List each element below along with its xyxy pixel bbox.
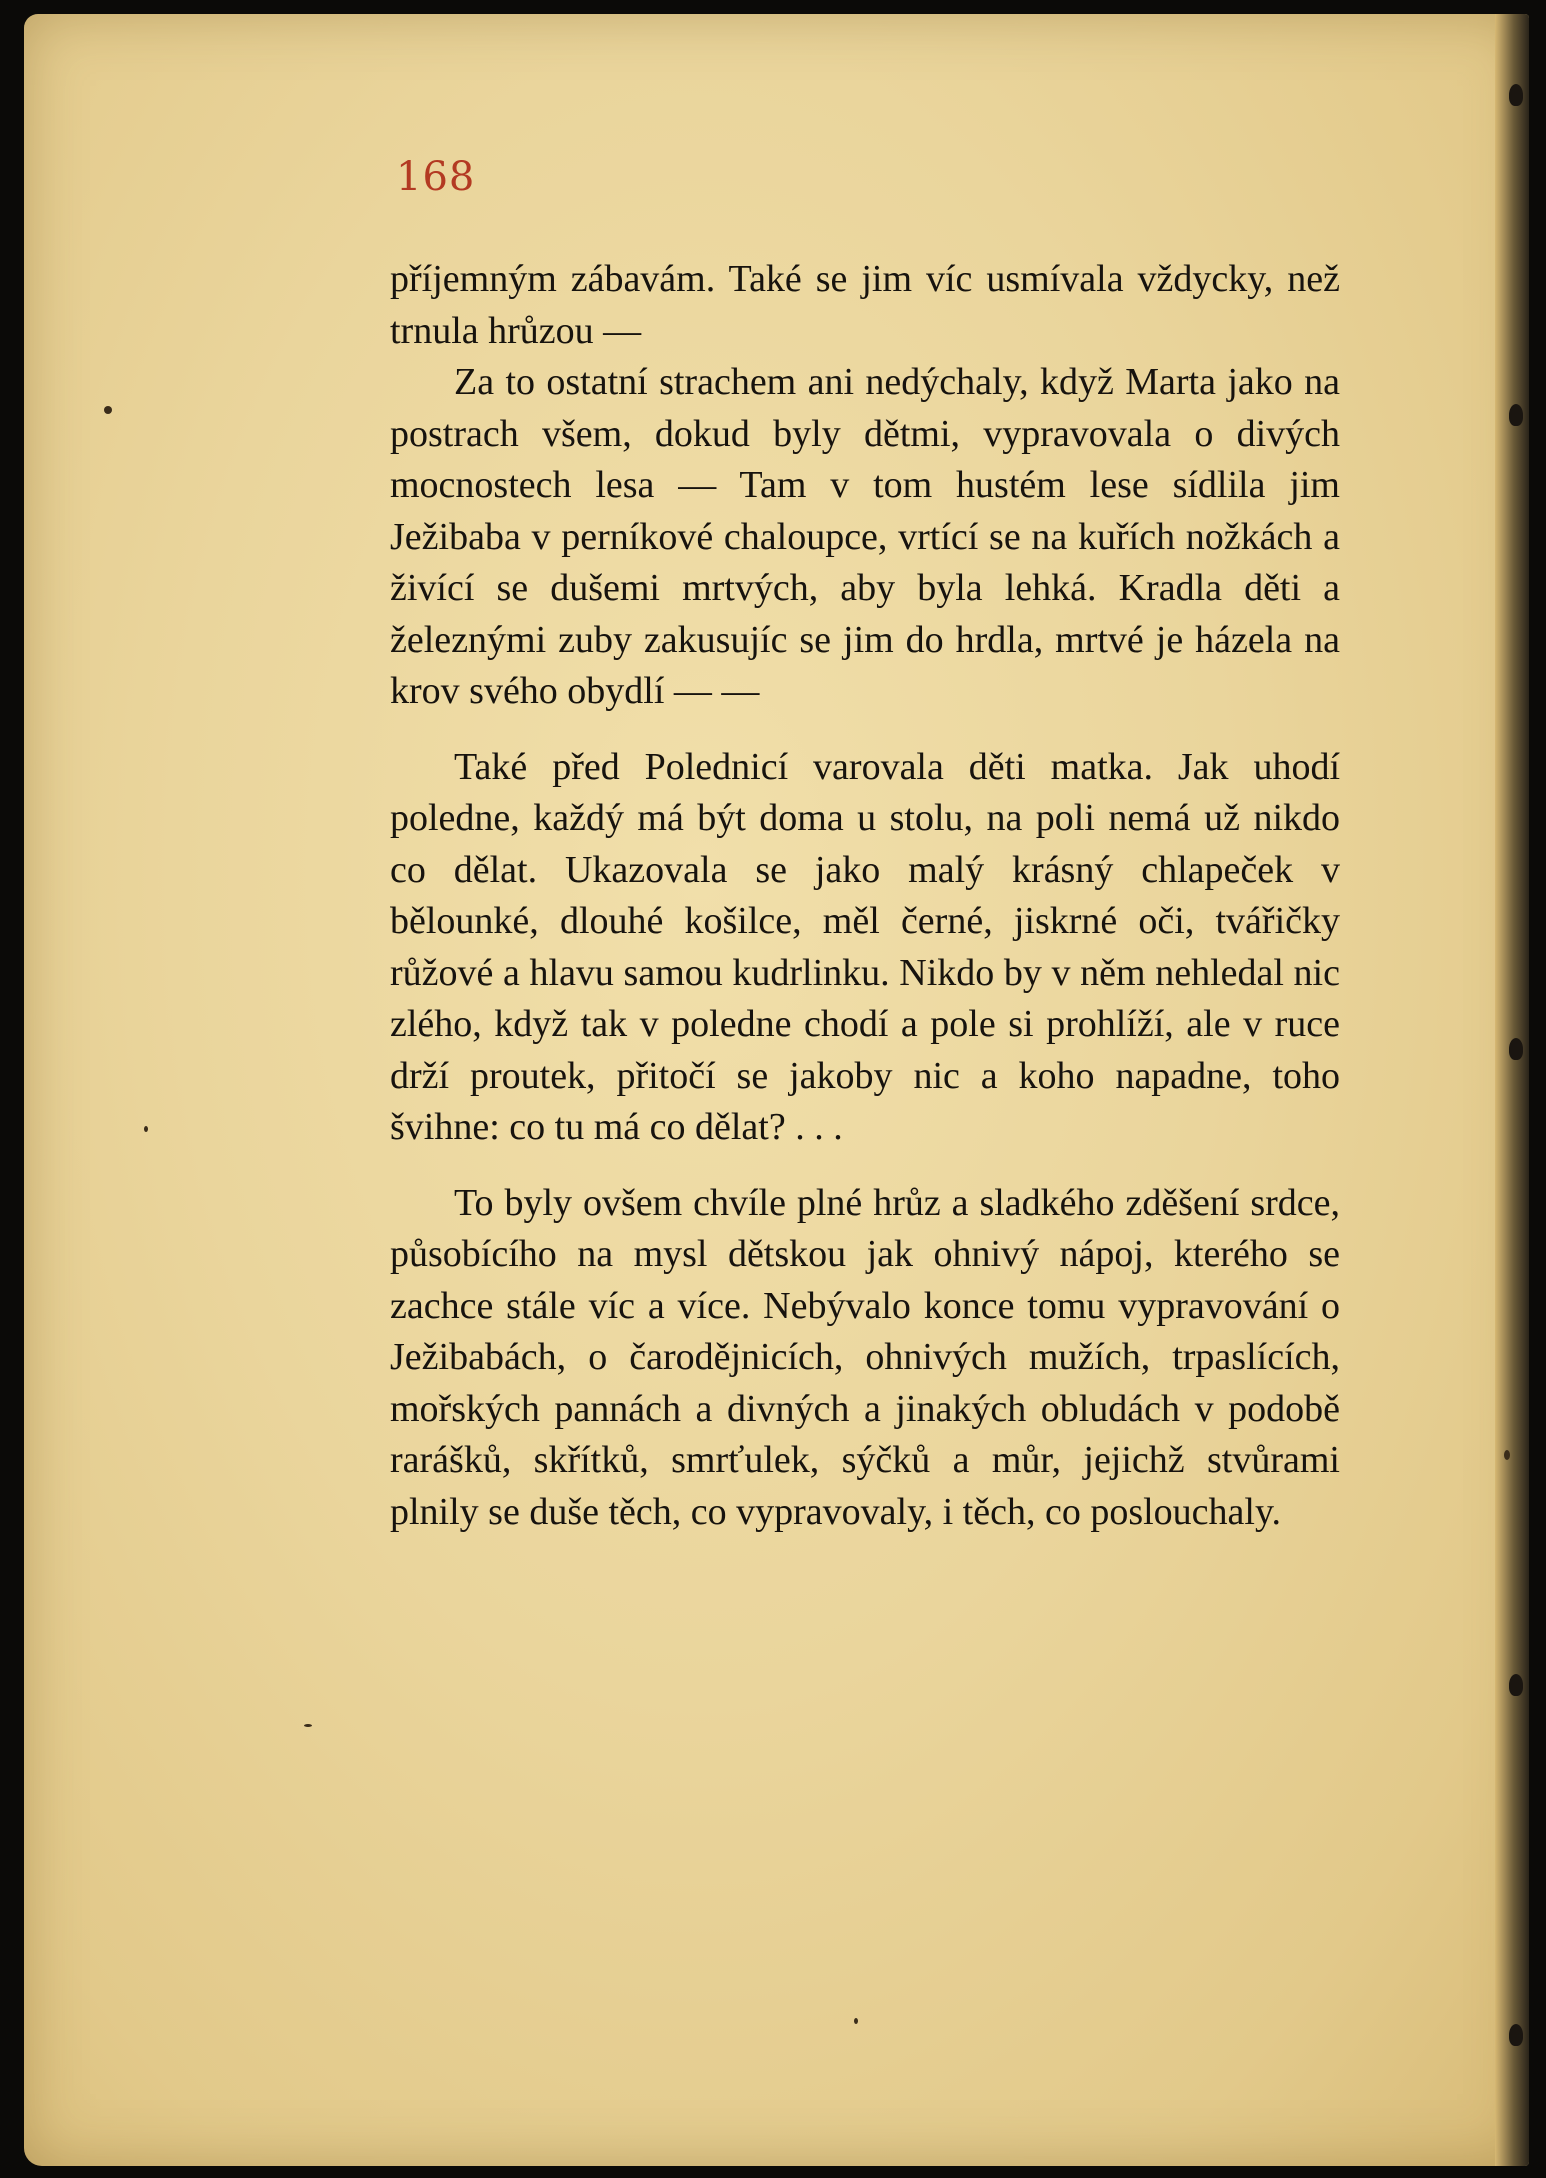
paper-speck — [144, 1126, 148, 1132]
page-number: 168 — [396, 154, 476, 200]
paper-speck — [854, 2018, 858, 2024]
spine-mark — [1509, 2024, 1523, 2046]
paragraph: Za to ostatní strachem ani nedýchaly, když Marta jako na postrach všem, dokud byly dětmi, vypravovala o divých mocnostech lesa — Tam v tom hustém lese sídlila jim Ježibaba v perníkové chaloupce, vrtící se na kuřích nožkách a živící se dušemi mrtvých, aby byla lehká. Kradla děti a železnými zuby zakusujíc se jim do hrdla, mrtvé je házela na krov svého obydlí — — — [390, 361, 1340, 712]
body-text — [390, 254, 1340, 1538]
paragraph: To byly ovšem chvíle plné hrůz a sladkého zděšení srdce, působícího na mysl dětskou jak ohnivý nápoj, kterého se zachce stále víc a více. Nebývalo konce tomu vypravování o Ježibabách, o čarodějnicích, ohnivých mužích, trpaslících, mořských pannách a divných a jinakých obludách v podobě rarášků, skřítků, smrťulek, sýčků a můr, jejichž stvůrami plnily se duše těch, co vypravovaly, i těch, co poslouchaly. — [390, 1181, 1340, 1533]
book-spine — [1495, 14, 1529, 2166]
spine-mark — [1509, 84, 1523, 106]
paper-speck — [304, 1724, 312, 1727]
spine-mark — [1509, 1038, 1523, 1060]
book-page — [24, 14, 1529, 2166]
spine-mark — [1509, 1674, 1523, 1696]
paper-speck — [104, 406, 112, 414]
spine-mark — [1509, 404, 1523, 426]
paragraph: Také před Polednicí varovala děti matka. Jak uhodí poledne, každý má být doma u stolu, na poli nemá už nikdo co dělat. Ukazovala se jako malý krásný chlapeček v bělounké, dlouhé košilce, měl černé, jiskrné oči, tvářičky růžové a hlavu samou kudrlinku. Nikdo by v něm nehledal nic zlého, když tak v poledne chodí a pole si prohlíží, ale v ruce drží proutek, přitočí se jakoby nic a koho napadne, toho švihne: co tu má co dělat? . . . — [390, 745, 1340, 1148]
paragraph: příjemným zábavám. Také se jim víc usmívala vždycky, než trnula hrůzou — — [390, 258, 1340, 352]
paper-speck — [1504, 1450, 1510, 1460]
